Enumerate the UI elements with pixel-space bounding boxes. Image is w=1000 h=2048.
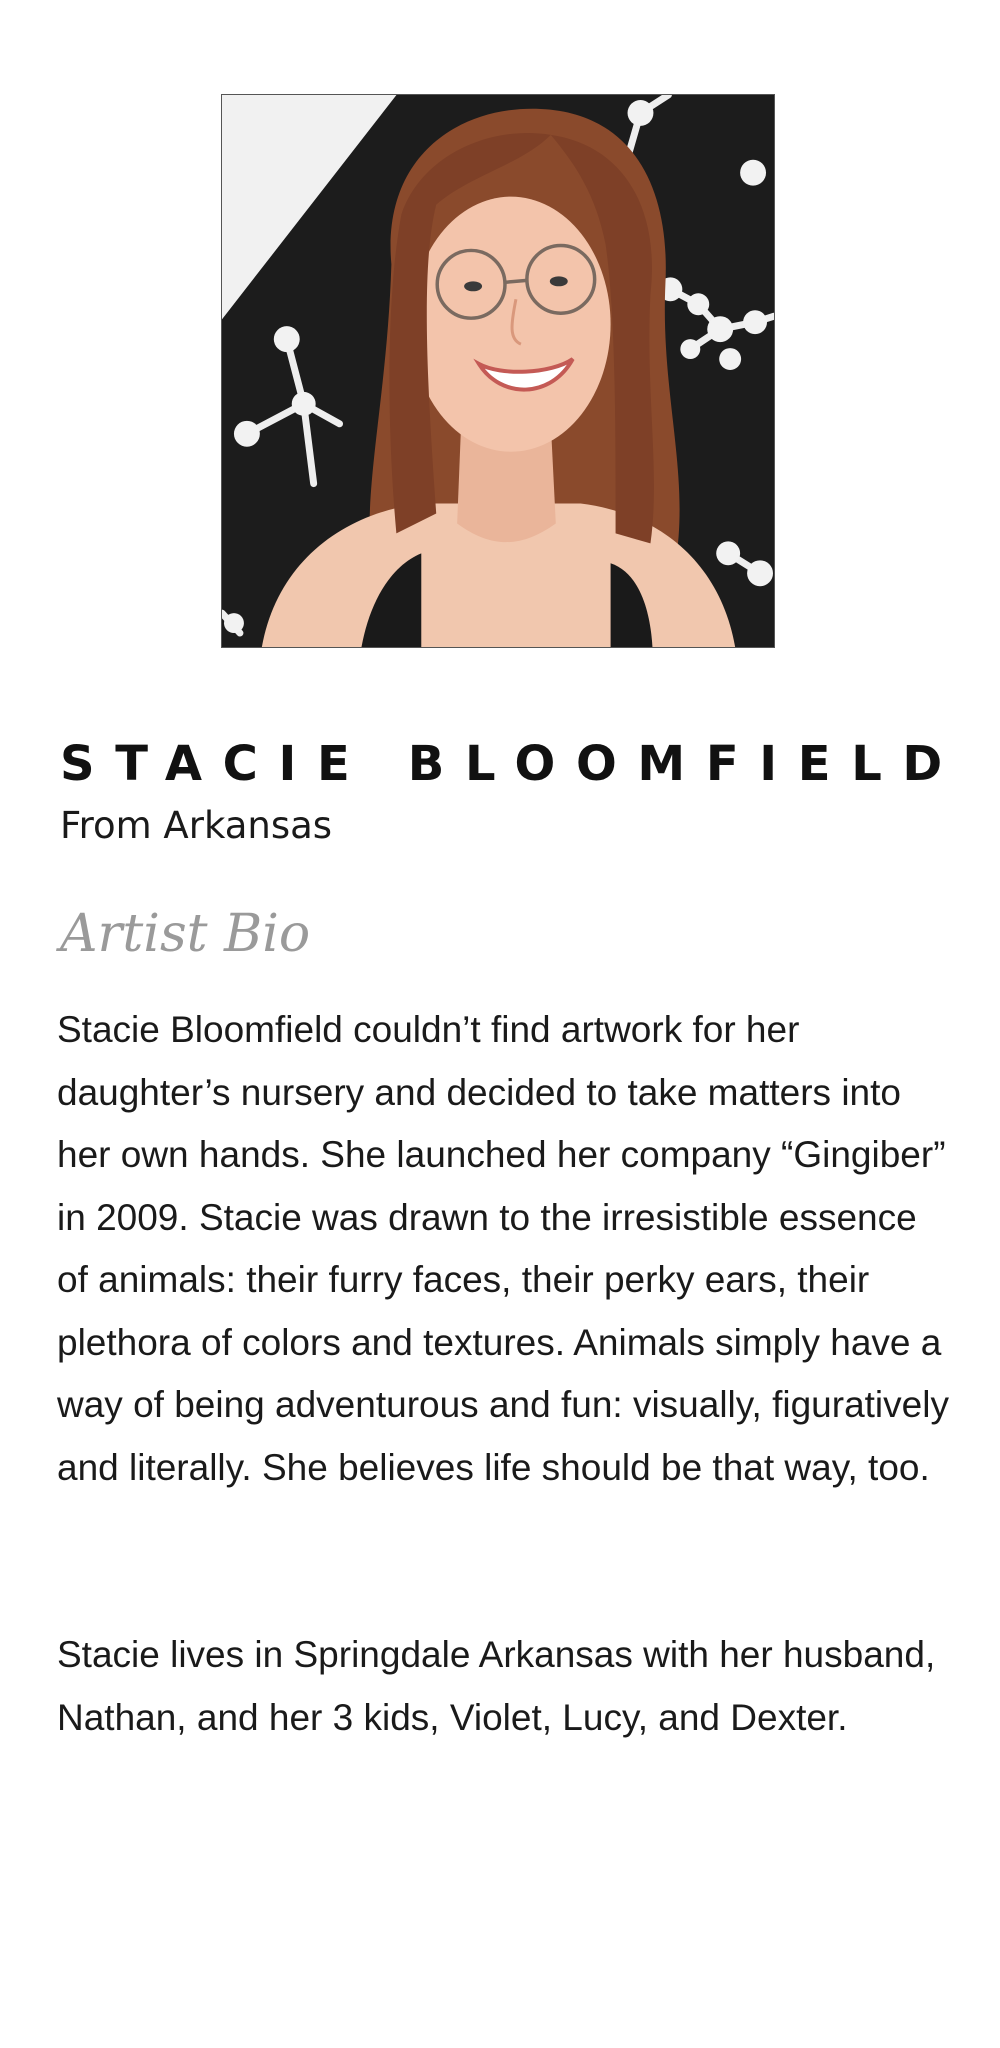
bio-paragraph: Stacie lives in Springdale Arkansas with her husband, Nathan, and her 3 kids, Violet, Lucy, and Dexter. xyxy=(57,1634,936,1738)
bio-paragraph: Stacie Bloomfield couldn’t find artwork for her daughter’s nursery and decided to take matters into her own hands. She launched her company “Gingiber” in 2009. Stacie was drawn to the irresistible essence of animals: their furry faces, their perky ears, their plethora of colors and textures. Animals simply have a way of being adventurous and fun: visually, figuratively and literally. She believes life should be that way, too. xyxy=(57,1009,949,1488)
artist-origin: From Arkansas xyxy=(60,804,333,847)
bio-heading: Artist Bio xyxy=(60,904,311,964)
artist-photo xyxy=(221,94,775,648)
artist-photo-illustration xyxy=(222,95,774,647)
artist-name: STACIE BLOOMFIELD xyxy=(60,736,963,792)
